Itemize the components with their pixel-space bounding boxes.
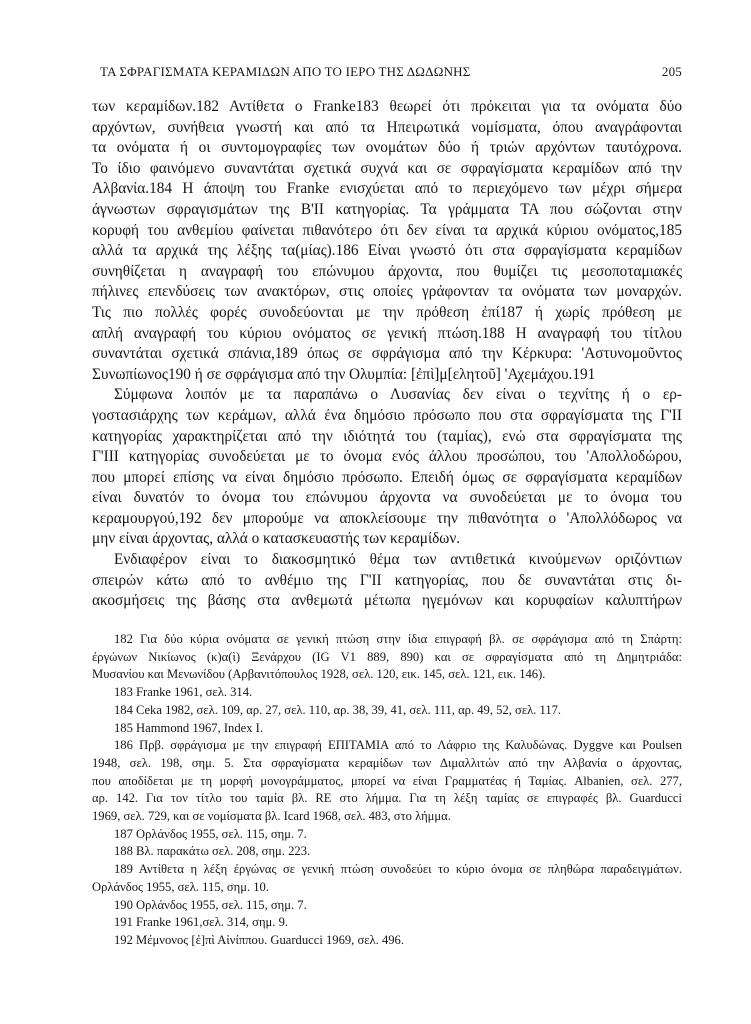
footnote-line: 184 Ceka 1982, σελ. 109, αρ. 27, σελ. 110, αρ. 38, 39, 41, σελ. 111, αρ. 49, 52, σελ. 117. xyxy=(114,702,562,717)
footnote-line: 1969, σελ. 729, και σε νομίσματα βλ. Icard 1968, σελ. 483, στο λήμμα. xyxy=(92,809,451,824)
footnote-line: 186 Πρβ. σφράγισμα με την επιγραφή ΕΠΙΤΑΜΙΑ από το Λάφριο της Καλυδώνας. Dyggve και Poulsen xyxy=(114,738,682,753)
text-line: Συνωπίωνος190 ή σε σφράγισμα από την Ολυμπία: [ἐπὶ]μ[ελητοῦ] 'Αχεμάχου.191 xyxy=(92,365,596,383)
text-line: Ενδιαφέρον είναι το διακοσμητικό θέμα των αντιθετικά κινούμενων οριζόντιων xyxy=(114,551,682,569)
text-line: Τις πιο πολλές φορές συνοδεύονται με την πρόθεση ἐπί187 ή χωρίς πρόθεση με xyxy=(92,303,682,321)
footnote-line: αρ. 142. Για τον τίτλο του ταμία βλ. RE στο λήμμα. Για τη λέξη ταμίας σε επιγραφές βλ. Guarducci xyxy=(92,791,682,806)
text-line: άγνωστων σφραγισμάτων της Β'ΙΙ κατηγορίας. Τα γράμματα ΤΑ που σώζονται στην xyxy=(92,200,682,218)
footnote-line: Ορλάνδος 1955, σελ. 115, σημ. 10. xyxy=(92,879,269,894)
footnote-line: 1948, σελ. 198, σημ. 5. Στα σφραγίσματα κεραμίδων των Διμαλλιτών από την Αλβανία ο άρχοντας, xyxy=(92,755,682,770)
text-line: είναι δυνατόν το όνομα του επώνυμου άρχοντα να συνοδεύεται με το όνομα του xyxy=(92,489,682,507)
text-line: κεραμουργού,192 δεν μπορούμε να αποκλείσουμε την πιθανότητα ο 'Απολλόδωρος να xyxy=(92,509,682,527)
text-line: ακοσμήσεις της βάσης στα ανθεμωτά μέτωπα ηγεμόνων και κορυφαίων καλυπτήρων xyxy=(92,592,682,610)
text-line: γοστασιάρχης των κεράμων, αλλά ένα δημόσιο πρόσωπο που στα σφραγίσματα της Γ'ΙΙ xyxy=(92,406,682,424)
text-line: κατηγορίας χαρακτηρίζεται από την ιδιότητά του (ταμίας), ενώ στα σφραγίσματα της xyxy=(92,427,682,445)
text-line: Αλβανία.184 Η άποψη του Franke ενισχύεται από το περιεχόμενο των μέχρι σήμερα xyxy=(92,180,682,198)
text-line: μην είναι άρχοντας, αλλά ο κατασκευαστής των κεραμίδων. xyxy=(92,530,461,548)
footnote-line: 187 Ορλάνδος 1955, σελ. 115, σημ. 7. xyxy=(114,826,307,841)
page-number: 205 xyxy=(661,64,682,79)
footnote-line: ἐργώνων Νικίωνος (κ)α(ὶ) Ξενάρχου (IG V1 889, 890) και σε σφραγίσματα από τη Δημητριάδα: xyxy=(92,649,682,664)
text-line: που μπορεί επίσης να είναι δημόσιο πρόσωπο. Επειδή όμως σε σφραγίσματα κεραμίδων xyxy=(92,468,682,486)
text-line: κορυφή του ανθεμίου φαίνεται πιθανότερο ότι δεν είναι τα αρχικά κύριου ονόματος,185 xyxy=(92,221,682,239)
footnote-line: Μυσανίου και Μενωνίδου (Αρβανιτόπουλος 1928, σελ. 120, εικ. 145, σελ. 121, εικ. 146). xyxy=(92,667,546,682)
text-line: απλή αναγραφή του κύριου ονόματος σε γενική πτώση.188 Η αναγραφή του τίτλου xyxy=(92,324,682,342)
text-line: Το ίδιο φαινόμενο συναντάται σχετικά συχνά και σε σφραγίσματα κεραμίδων από την xyxy=(92,159,682,177)
paragraph-1 xyxy=(92,97,682,385)
text-line: Γ'ΙΙΙ κατηγορίας συνοδεύεται με το όνομα ενός άλλου προσώπου, του 'Απολλοδώρου, xyxy=(92,448,682,466)
text-line: αρχόντων, συνήθεια γνωστή και από τα Ηπειρωτικά νομίσματα, όπου αναγράφονται xyxy=(92,118,682,136)
text-line: Σύμφωνα λοιπόν με τα παραπάνω ο Λυσανίας δεν είναι ο τεχνίτης ή ο ερ- xyxy=(114,386,682,404)
footnote-line: 191 Franke 1961,σελ. 314, σημ. 9. xyxy=(114,915,289,930)
running-title: ΤΑ ΣΦΡΑΓΙΣΜΑΤΑ ΚΕΡΑΜΙΔΩΝ ΑΠΟ ΤΟ ΙΕΡΟ ΤΗΣ ΔΩΔΩΝΗΣ xyxy=(100,64,471,79)
footnote-line: 185 Hammond 1967, Index I. xyxy=(114,720,264,735)
paragraph-2 xyxy=(92,385,682,550)
footnote-line: 190 Ορλάνδος 1955, σελ. 115, σημ. 7. xyxy=(114,897,307,912)
text-line: τα ονόματα ή οι συντομογραφίες των ονομάτων δύο ή τριών αρχόντων ταυτόχρονα. xyxy=(92,139,682,157)
text-line: αλλά τα αρχικά της λέξης τα(μίας).186 Είναι γνωστό ότι στα σφραγίσματα κεραμίδων xyxy=(92,242,682,260)
footnote-line: 183 Franke 1961, σελ. 314. xyxy=(114,685,253,700)
text-line: πήλινες επενδύσεις των ανακτόρων, στις οποίες γράφονταν τα ονόματα των μοναρχών. xyxy=(92,283,682,301)
footnote-line: 188 Βλ. παρακάτω σελ. 208, σημ. 223. xyxy=(114,844,311,859)
text-line: συνηθίζεται η αναγραφή του επώνυμου άρχοντα, που θυμίζει τις μεσοποταμιακές xyxy=(92,262,682,280)
paragraph-3 xyxy=(92,550,682,612)
footnote-line: που αποδίδεται με τη μορφή μονογράμματος, μπορεί να είναι Γραμματέας ή Ταμίας. Albanien, σελ. 277, xyxy=(92,773,682,788)
footnote-line: 182 Για δύο κύρια ονόματα σε γενική πτώση στην ίδια επιγραφή βλ. σε σφράγισμα από τη Σπάρτη: xyxy=(114,632,682,646)
text-line: συναντάται σχετικά σπάνια,189 όπως σε σφράγισμα από την Κέρκυρα: 'Αστυνομοῦντος xyxy=(92,345,682,363)
footnote-line: 189 Αντίθετα η λέξη ἐργώνας σε γενική πτώση συνοδεύει το κύριο όνομα σε πληθώρα παραδειγμάτων. xyxy=(114,862,682,877)
main-text xyxy=(92,97,682,612)
footnotes xyxy=(92,631,682,950)
text-line: σπειρών κάτω από το ανθέμιο της Γ'ΙΙ κατηγορίας, που δε συναντάται στις δι- xyxy=(92,571,682,589)
text-line: των κεραμίδων.182 Αντίθετα ο Franke183 θεωρεί ότι πρόκειται για τα ονόματα δύο xyxy=(92,98,682,115)
footnote-line: 192 Μέμνονος [ἐ]πὶ Αἰνίππου. Guarducci 1969, σελ. 496. xyxy=(114,932,404,947)
running-header xyxy=(92,64,682,84)
